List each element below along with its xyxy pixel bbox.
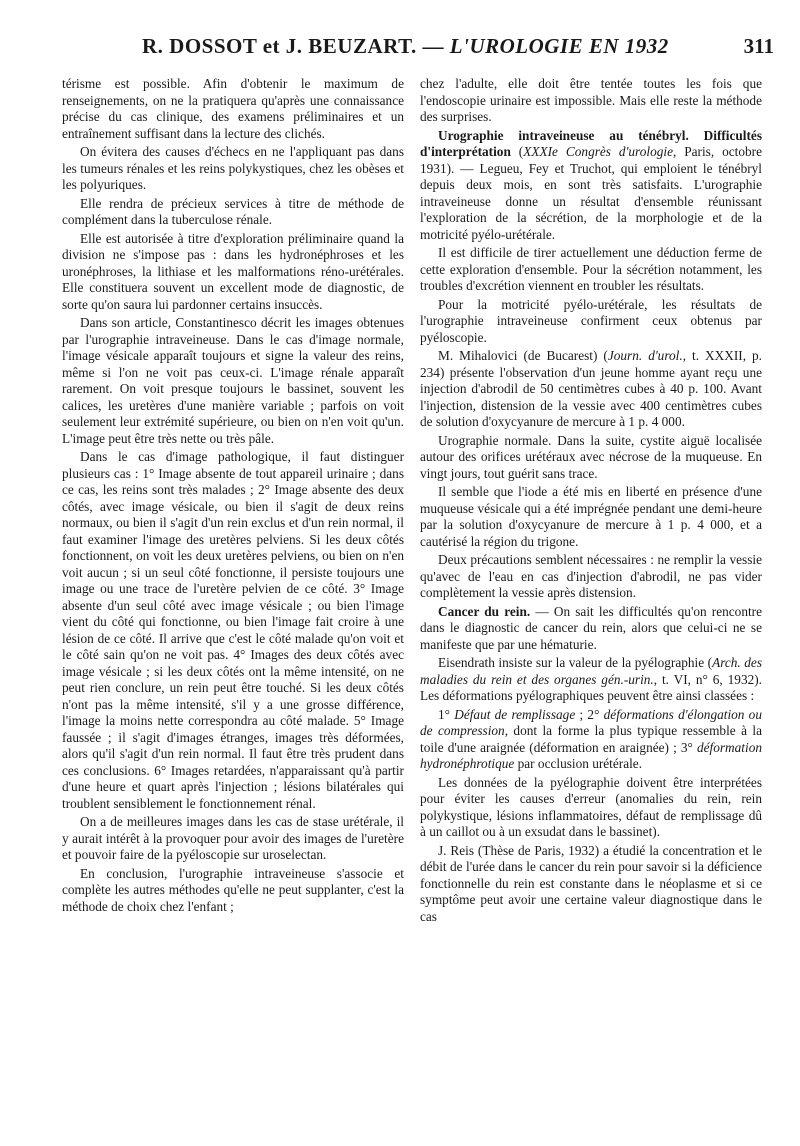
- page-number: 311: [743, 34, 774, 58]
- section-heading: Urographie intraveineuse au ténébryl. Difficultés d'interprétation: [420, 127, 762, 159]
- paragraph: En conclusion, l'urographie intraveineuse s'associe et complète les autres méthodes qu'elle ne peut supplanter, c'est la méthode de choix chez l'enfant ;: [62, 865, 404, 914]
- paragraph: Cancer du rein. — On sait les difficultés qu'on rencontre dans le diagnostic de cancer du rein, alors que celui-ci ne se manifeste que par une hématurie.: [420, 603, 763, 652]
- paragraph: Il est difficile de tirer actuellement une déduction ferme de cette exploration d'ensemble. Pour la sécrétion notamment, les troubles d'excrétion viennent en troubler les résultats.: [420, 245, 762, 293]
- header-authors: R. DOSSOT et J. BEUZART.: [142, 34, 417, 58]
- right-column: [420, 76, 762, 925]
- paragraph: Elle est autorisée à titre d'exploration préliminaire quand la division ne s'impose pas : dans les hydronéphroses et les uronéphroses, la lithiase et les malformations réno-urétérales. Elle constituera souvent un excellent mode de diagnostic, de sorte qu'on saura lui pardonner certains insuccès.: [62, 230, 404, 312]
- paragraph: On a de meilleures images dans les cas de stase urétérale, il y aurait intérêt à la provoquer pour avoir des images de l'uretère et pouvoir faire de la pyéloscopie sur uroselectan.: [62, 814, 404, 862]
- paragraph: Urographie normale. Dans la suite, cystite aiguë localisée autour des orifices urétéraux avec nécrose de la muqueuse. En vingt jours, tout guérit sans trace.: [420, 432, 762, 481]
- citation: XXXIe Congrès d'urologie: [523, 144, 673, 159]
- paragraph: Eisendrath insiste sur la valeur de la pyélographie (Arch. des maladies du rein et des organes gén.-urin., t. VI, n° 6, 1932). Les déformations pyélographiques peuvent être ainsi classées :: [420, 655, 763, 703]
- paragraph: M. Mihalovici (de Bucarest) (Journ. d'urol., t. XXXII, p. 234) présente l'observation d'un jeune homme ayant reçu une injection d'abrodil de 50 centimètres cubes à 40 p. 100. Avant l'injection, distension de la vessie avec 400 centimètres cubes de solution d'oxycyanure de mercure à 1 p. 4 000.: [420, 348, 762, 429]
- paragraph: 1° Défaut de remplissage ; 2° déformations d'élongation ou de compression, dont la forme la plus typique ressemble à la toile d'une araignée (déformation en araignée) ; 3° déformation hydronéphrotique par occlusion urétérale.: [420, 706, 762, 771]
- paragraph: Dans son article, Constantinesco décrit les images obtenues par l'urographie intraveineuse. Dans le cas d'image normale, l'image vésicale apparaît toujours et signe la valeur des reins, même si l'on ne voit pas ceux-ci. L'image rénale apparaît rarement. On voit presque toujours le bassinet, souvent les calices, les uretères d'une manière variable ; parfois on voit seulement leur extrémité supérieure, ou bien on n'en voit qu'un. L'image peut être très nette ou très pâle.: [62, 315, 404, 446]
- paragraph: Pour la motricité pyélo-urétérale, les résultats de l'urographie intraveineuse confirment ceux obtenus par pyéloscopie.: [420, 296, 762, 345]
- running-header: [62, 34, 774, 68]
- paragraph: J. Reis (Thèse de Paris, 1932) a étudié la concentration et le débit de l'urée dans le cancer du rein pour savoir si la déficience fonctionnelle du rein est constante dans le néoplasme et si ce symptôme peut avoir une certaine valeur diagnostique dans le cas: [420, 842, 762, 924]
- paragraph: Il semble que l'iode a été mis en liberté en présence d'une muqueuse vésicale qui a été imprégnée pendant une demi-heure par la solution d'oxycyanure de mercure à 1 p. 4 000, et a cautérisé la région du trigone.: [420, 484, 762, 549]
- header-journal: L'UROLOGIE EN: [449, 34, 620, 58]
- citation: Arch. des maladies du rein et des organes gén.-urin.: [420, 655, 763, 687]
- paragraph: Deux précautions semblent nécessaires : ne remplir la vessie qu'avec de l'eau en cas d'injection d'abrodil, ne pas vider complètement la vessie après distension.: [420, 552, 762, 600]
- paragraph: On évitera des causes d'échecs en ne l'appliquant pas dans les tumeurs rénales et les reins polykystiques, chez les obèses et les polyuriques.: [62, 144, 404, 192]
- paragraph: Elle rendra de précieux services à titre de méthode de complément dans la tuberculose rénale.: [62, 195, 404, 227]
- section-heading: Cancer du rein.: [438, 603, 531, 619]
- left-column: [62, 76, 404, 915]
- paragraph: térisme est possible. Afin d'obtenir le maximum de renseignements, on ne la pratiquera qu'après une connaissance précise du cas clinique, des examens préliminaires et un entraînement suffisant dans la lecture des clichés.: [62, 76, 404, 141]
- paragraph: Urographie intraveineuse au ténébryl. Difficultés d'interprétation (XXXIe Congrès d'urologie, Paris, octobre 1931). — Legueu, Fey et Truchot, qui emploient le ténébryl depuis deux mois, en sont très satisfaits. L'urographie intraveineuse donne un résultat d'ensemble réunissant l'exploration de la sécrétion, de la morphologie et de la motricité pyélo-urétérale.: [420, 127, 763, 242]
- running-title: [142, 34, 669, 59]
- paragraph: Dans le cas d'image pathologique, il faut distinguer plusieurs cas : 1° Image absente de tout appareil urinaire ; dans ce cas, les reins sont très malades ; 2° Image absente des deux côtés, avec image vésicale, ou bien il s'agit de deux reins normaux, ou bien il s'agit d'un rein exclus et d'un rein normal, il faut examiner l'image des uretères pelviens. Si les deux côtés fonctionnent, on voit les deux uretères pelviens, ou bien on n'en voit aucun ; si un seul côté fonctionne, il persiste toujours une image ou une trace de l'uretère pelvien de ce côté. 3° Image absente d'un seul côté avec image vésicale ; ou bien l'image vient du côté qui fonctionne, ou bien l'image fait croire à une lésion de ce côté. Il arrive que c'est le côté malade qu'on voit et le côté sain qu'on ne voit pas. 4° Images des deux côtés avec image vésicale ; si les deux côtés ont la même intensité, on ne peut rien conclure, un rein peut être touché. Si les deux côtés n'ont pas la même intensité, s'il y a une grosse différence, l'image la moins nette correspondra au côté malade. 5° Image faussée ; il s'agit d'images étranges, images très déformées, alors qu'il s'agit d'un rein normal. Il faut être très prudent dans ces conclusions. 6° Images retardées, n'apparaissant qu'à partir d'une heure et quart après l'injection ; lésions bilatérales qui troublent sensiblement le fonctionnement rénal.: [62, 449, 404, 811]
- citation: Journ. d'urol.: [607, 348, 683, 363]
- paragraph: chez l'adulte, elle doit être tentée toutes les fois que l'endoscopie urinaire est impossible. Mais elle reste la méthode des surprises.: [420, 76, 762, 124]
- header-year: 1932: [624, 34, 669, 58]
- header-dash: —: [416, 34, 450, 58]
- paragraph: Les données de la pyélographie doivent être interprétées pour éviter les causes d'erreur (anomalies du rein, rein polykystique, lésions inflammatoires, défaut de remplissage dû à un caillot ou à un exsudat dans le bassinet).: [420, 774, 762, 839]
